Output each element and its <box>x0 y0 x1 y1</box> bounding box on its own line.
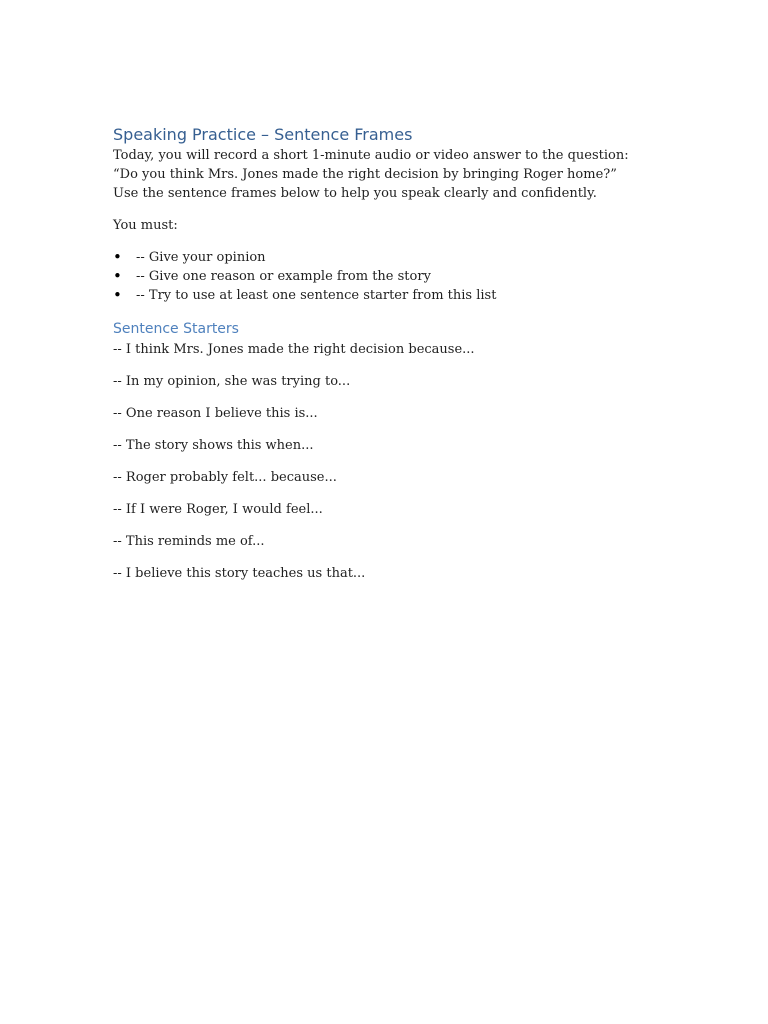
requirements-list <box>113 248 713 305</box>
list-item: -- One reason I believe this is... <box>113 406 318 421</box>
intro-line: Use the sentence frames below to help you speak clearly and confidently. <box>113 186 597 201</box>
requirement-text: -- Give one reason or example from the story <box>136 269 431 284</box>
bullet-icon: • <box>113 248 122 266</box>
list-item: -- Roger probably felt... because... <box>113 470 337 485</box>
intro-paragraph <box>113 146 713 203</box>
list-item <box>113 267 713 286</box>
list-item: -- If I were Roger, I would feel... <box>113 502 323 517</box>
list-item: -- In my opinion, she was trying to... <box>113 374 351 389</box>
list-item: -- I think Mrs. Jones made the right decision because... <box>113 342 475 357</box>
document-body <box>113 124 713 596</box>
list-item: -- The story shows this when... <box>113 438 314 453</box>
bullet-icon: • <box>113 286 122 304</box>
page-title: Speaking Practice – Sentence Frames <box>113 125 413 144</box>
intro-line: Today, you will record a short 1-minute audio or video answer to the question: <box>113 148 629 163</box>
sentence-starters-list <box>113 340 713 583</box>
list-item: -- This reminds me of... <box>113 534 265 549</box>
section-heading-sentence-starters: Sentence Starters <box>113 321 239 337</box>
requirement-text: -- Give your opinion <box>136 250 266 265</box>
bullet-icon: • <box>113 267 122 285</box>
intro-question: “Do you think Mrs. Jones made the right decision by bringing Roger home?” <box>113 167 617 182</box>
must-label: You must: <box>113 218 178 233</box>
requirement-text: -- Try to use at least one sentence starter from this list <box>136 288 497 303</box>
list-item: -- I believe this story teaches us that... <box>113 566 366 581</box>
list-item <box>113 286 713 305</box>
list-item <box>113 248 713 267</box>
